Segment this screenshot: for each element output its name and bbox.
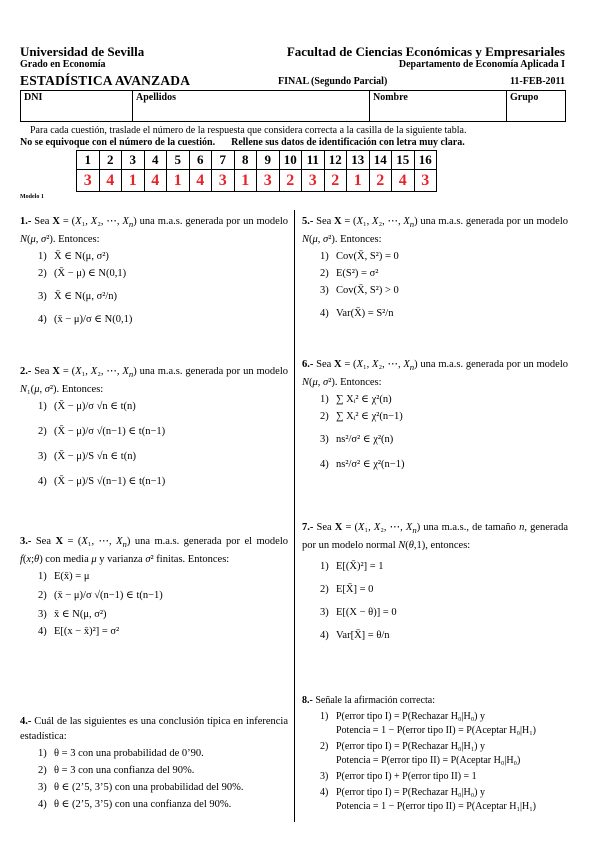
question-5-number: 5.- bbox=[302, 216, 314, 227]
answer-cell-5[interactable]: 1 bbox=[167, 170, 190, 192]
answer-cell-10[interactable]: 2 bbox=[279, 170, 302, 192]
question-3-option-2: 2) (x̄ − μ)/σ √(n−1) ∈ t(n−1) bbox=[38, 590, 163, 602]
question-7-option-2: 2) E[X̄] = 0 bbox=[320, 584, 374, 596]
question-3-option-4: 4) E[(x − x̄)²] = σ² bbox=[38, 626, 120, 638]
model-label: Modelo 1 bbox=[20, 194, 44, 200]
answer-number-5: 5 bbox=[167, 151, 190, 170]
answer-cell-4[interactable]: 4 bbox=[144, 170, 167, 192]
answer-number-11: 11 bbox=[302, 151, 325, 170]
question-3-number: 3.- bbox=[20, 536, 32, 547]
answer-cell-2[interactable]: 4 bbox=[99, 170, 122, 192]
answer-number-2: 2 bbox=[99, 151, 122, 170]
answer-number-10: 10 bbox=[279, 151, 302, 170]
answer-cell-6[interactable]: 4 bbox=[189, 170, 212, 192]
question-1-option-2: 2) (X̄ − μ) ∈ N(0,1) bbox=[38, 268, 127, 280]
answer-number-16: 16 bbox=[414, 151, 437, 170]
question-2-option-1: 1) (X̄ − μ)/σ √n ∈ t(n) bbox=[38, 401, 136, 413]
answer-cell-12[interactable]: 2 bbox=[324, 170, 347, 192]
answer-cell-8[interactable]: 1 bbox=[234, 170, 257, 192]
question-3-option-1: 1) E(x̄) = μ bbox=[38, 571, 90, 583]
question-7-option-3: 3) E[(X − θ)] = 0 bbox=[320, 607, 397, 619]
question-1-option-1: 1) X̄ ∈ N(μ, σ²) bbox=[38, 251, 109, 263]
grupo-field[interactable] bbox=[507, 91, 566, 122]
answer-cell-7[interactable]: 3 bbox=[212, 170, 235, 192]
answer-number-12: 12 bbox=[324, 151, 347, 170]
question-4-number: 4.- bbox=[20, 716, 32, 727]
instructions-warning: No se equivoque con el número de la cuestión. bbox=[20, 137, 216, 148]
question-5-option-1: 1) Cov(X̄, S²) = 0 bbox=[320, 251, 399, 263]
question-2-option-3: 3) (X̄ − μ)/S √n ∈ t(n) bbox=[38, 451, 136, 463]
faculty-name: Facultad de Ciencias Económicas y Empresariales bbox=[286, 44, 565, 59]
answer-cell-3[interactable]: 1 bbox=[122, 170, 145, 192]
answer-number-14: 14 bbox=[369, 151, 392, 170]
question-7-option-1: 1) E[(X̄)²] = 1 bbox=[320, 561, 384, 573]
question-1-option-4: 4) (x̄ − μ)/σ ∈ N(0,1) bbox=[38, 314, 133, 326]
question-3: 3.- Sea X = (X₁, ⋯, $X_n$) una m.a.s. generada por el modelo f(x;θ) con media μ y varianza σ² finitas. Entonces: 1) E(x̄) = μ 2) (x̄ − μ)/σ √(n−1) ∈ t(n−1) 3) x̄ ∈ N(μ, σ²) 4) E[(x − x̄)²] = σ² bbox=[20, 536, 288, 638]
question-5-option-3: 3) Cov(X̄, S²) > 0 bbox=[320, 285, 399, 297]
question-4-option-2: 2) θ = 3 con una confianza del 90%. bbox=[38, 765, 195, 776]
answer-number-9: 9 bbox=[257, 151, 280, 170]
column-divider bbox=[294, 210, 295, 822]
exam-title: FINAL (Segundo Parcial) bbox=[278, 76, 388, 87]
answer-cell-16[interactable]: 3 bbox=[414, 170, 437, 192]
question-1-option-3: 3) X̄ ∈ N(μ, σ²/n) bbox=[38, 291, 118, 303]
question-4-option-4: 4) θ ∈ (2’5, 3’5) con una confianza del 90%. bbox=[38, 799, 232, 810]
question-7: 7.- Sea X = (X₁, X₂, ⋯, $X_n$) una m.a.s., de tamaño n, generada por un modelo normal N(θ,1), entonces: 1) E[(X̄)²] = 1 2) E[X̄] = 0 3) E[(X − θ)] = 0 4) Var[X̄] = θ/n bbox=[302, 522, 568, 642]
question-5-option-4: 4) Var(X̄) = S²/n bbox=[320, 308, 394, 320]
question-2: 2.- Sea X = (X₁, X₂, ⋯, $X_n$) una m.a.s. generada por un modelo N₁(μ, σ²). Entonces: 1) (X̄ − μ)/σ √n ∈ t(n) 2) (X̄ − μ)/σ √(n−1) ∈ t(n−1) 3) (X̄ − μ)/S √n ∈ t(n) 4) (X̄ − μ)/S √(n−1) ∈ t(n−1) bbox=[20, 366, 288, 488]
answer-cell-15[interactable]: 4 bbox=[392, 170, 415, 192]
question-6-option-3: 3) ns²/σ² ∈ χ²(n) bbox=[320, 434, 394, 446]
question-5: 5.- Sea X = (X₁, X₂, ⋯, $X_n$) una m.a.s. generada por un modelo N(μ, σ²). Entonces: 1) Cov(X̄, S²) = 0 2) E(S²) = σ² 3) Cov(X̄, S²) > 0 4) Var(X̄) = S²/n bbox=[302, 216, 568, 320]
nombre-field[interactable] bbox=[370, 91, 507, 122]
question-4: 4.- Cuál de las siguientes es una conclusión típica en inferencia estadística: 1) θ = 3 con una probabilidad de 0’90. 2) θ = 3 con una confianza del 90%. 3) θ ∈ (2’5, 3’5) con una probabilidad del 90%. 4) θ ∈ (2’5, 3’5) con una confianza del 90%. bbox=[20, 716, 288, 810]
instructions-line-1: Para cada cuestión, traslade el número de la respuesta que considera correcta a la casilla de la siguiente tabla. bbox=[30, 125, 467, 136]
question-6-number: 6.- bbox=[302, 359, 314, 370]
answer-number-4: 4 bbox=[144, 151, 167, 170]
answer-table bbox=[76, 150, 437, 192]
course-title: ESTADÍSTICA AVANZADA bbox=[20, 73, 191, 88]
answer-cell-14[interactable]: 2 bbox=[369, 170, 392, 192]
dni-label: DNI bbox=[24, 92, 43, 103]
exam-date: 11-FEB-2011 bbox=[509, 76, 565, 87]
question-5-option-2: 2) E(S²) = σ² bbox=[320, 268, 379, 280]
answer-number-6: 6 bbox=[189, 151, 212, 170]
question-2-option-4: 4) (X̄ − μ)/S √(n−1) ∈ t(n−1) bbox=[38, 476, 166, 488]
question-8: 8.- Señale la afirmación correcta: 1) P(error tipo I) = P(Rechazar H₀|H₀) y Potencia = 1 − P(error tipo II) = P(Aceptar H₀|H₁) 2) P(error tipo I) = P(Rechazar H₀|H₁) y Potencia = P(error tipo II) = P(Aceptar H₀|H₀) 3) P(error tipo I) + P(error tipo II) = 1 4) P(error tipo I) = P(Rechazar H₀|H₀) y Potencia = 1 − P(error tipo II) = P(Aceptar H₁|H₁) bbox=[302, 694, 570, 816]
instructions-fill-data: Rellene sus datos de identificación con letra muy clara. bbox=[231, 137, 465, 148]
apellidos-field[interactable] bbox=[133, 91, 370, 122]
question-7-number: 7.- bbox=[302, 522, 314, 533]
question-4-option-3: 3) θ ∈ (2’5, 3’5) con una probabilidad del 90%. bbox=[38, 782, 244, 793]
nombre-label: Nombre bbox=[373, 92, 408, 103]
answer-number-7: 7 bbox=[212, 151, 235, 170]
answer-cell-13[interactable]: 1 bbox=[347, 170, 370, 192]
apellidos-label: Apellidos bbox=[136, 92, 177, 103]
degree-name: Grado en Economía bbox=[20, 59, 106, 70]
answer-number-1: 1 bbox=[77, 151, 100, 170]
identification-table bbox=[20, 90, 566, 122]
question-2-number: 2.- bbox=[20, 366, 32, 377]
question-1: 1.- Sea X = (X₁, X₂, ⋯, $X_n$) una m.a.s. generada por un modelo N(μ, σ²). Entonces: 1) X̄ ∈ N(μ, σ²) 2) (X̄ − μ) ∈ N(0,1) 3) X̄ ∈ N(μ, σ²/n) 4) (x̄ − μ)/σ ∈ N(0,1) bbox=[20, 216, 288, 326]
instructions-line-2 bbox=[20, 137, 465, 148]
answer-number-3: 3 bbox=[122, 151, 145, 170]
question-8-option-4: 4) P(error tipo I) = P(Rechazar H₀|H₀) y Potencia = 1 − P(error tipo II) = P(Aceptar H₁|H₁) bbox=[320, 787, 537, 812]
dni-field[interactable] bbox=[21, 91, 133, 122]
question-8-option-3: 3) P(error tipo I) + P(error tipo II) = 1 bbox=[320, 771, 477, 782]
question-6: 6.- Sea X = (X₁, X₂, ⋯, $X_n$) una m.a.s. generada por un modelo N(μ, σ²). Entonces: 1) ∑ Xᵢ² ∈ χ²(n) 2) ∑ Xᵢ² ∈ χ²(n−1) 3) ns²/σ² ∈ χ²(n) 4) ns²/σ² ∈ χ²(n−1) bbox=[302, 359, 568, 471]
question-6-option-2: 2) ∑ Xᵢ² ∈ χ²(n−1) bbox=[320, 411, 403, 423]
grupo-label: Grupo bbox=[510, 92, 539, 103]
question-3-option-3: 3) x̄ ∈ N(μ, σ²) bbox=[38, 609, 107, 621]
question-8-option-2: 2) P(error tipo I) = P(Rechazar H₀|H₁) y Potencia = P(error tipo II) = P(Aceptar H₀|H₀) bbox=[320, 741, 521, 766]
question-2-option-2: 2) (X̄ − μ)/σ √(n−1) ∈ t(n−1) bbox=[38, 426, 166, 438]
question-1-number: 1.- bbox=[20, 216, 32, 227]
question-8-option-1: 1) P(error tipo I) = P(Rechazar H₀|H₀) y Potencia = 1 − P(error tipo II) = P(Aceptar H₀|H₁) bbox=[320, 711, 537, 736]
answer-cell-1[interactable]: 3 bbox=[77, 170, 100, 192]
question-7-option-4: 4) Var[X̄] = θ/n bbox=[320, 630, 390, 642]
university-name: Universidad de Sevilla bbox=[20, 44, 145, 59]
question-6-option-1: 1) ∑ Xᵢ² ∈ χ²(n) bbox=[320, 394, 392, 406]
answer-cell-9[interactable]: 3 bbox=[257, 170, 280, 192]
question-6-option-4: 4) ns²/σ² ∈ χ²(n−1) bbox=[320, 459, 405, 471]
question-4-option-1: 1) θ = 3 con una probabilidad de 0’90. bbox=[38, 748, 204, 759]
answer-cell-11[interactable]: 3 bbox=[302, 170, 325, 192]
answer-number-13: 13 bbox=[347, 151, 370, 170]
question-8-number: 8.- bbox=[302, 695, 313, 706]
answer-number-15: 15 bbox=[392, 151, 415, 170]
department-name: Departamento de Economía Aplicada I bbox=[398, 59, 565, 70]
answer-number-8: 8 bbox=[234, 151, 257, 170]
